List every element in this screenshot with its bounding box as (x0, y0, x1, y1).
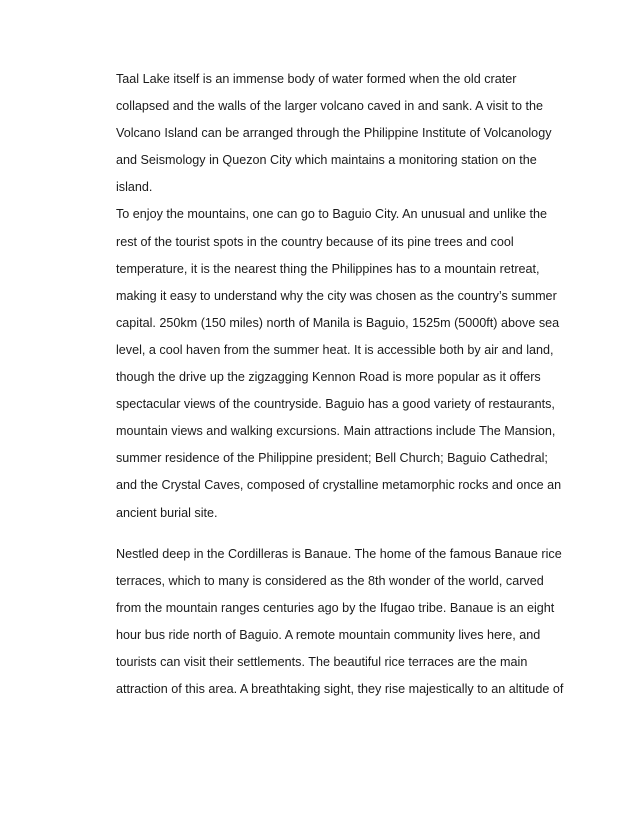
text-line: Nestled deep in the Cordilleras is Banaue. The home of the famous Banaue rice (116, 546, 562, 561)
text-line: making it easy to understand why the city was chosen as the country’s summer (116, 288, 557, 303)
text-line: and Seismology in Quezon City which maintains a monitoring station on the (116, 153, 537, 168)
body-text (116, 66, 566, 703)
text-line: level, a cool haven from the summer heat. It is accessible both by air and land, (116, 342, 554, 357)
paragraph-spacer (116, 527, 566, 541)
text-line: island. (116, 180, 153, 195)
text-line: terraces, which to many is considered as the 8th wonder of the world, carved (116, 573, 544, 588)
text-line: To enjoy the mountains, one can go to Baguio City. An unusual and unlike the (116, 207, 548, 222)
text-line: hour bus ride north of Baguio. A remote mountain community lives here, and (116, 627, 541, 642)
text-line: attraction of this area. A breathtaking sight, they rise majestically to an altitude of (116, 682, 564, 697)
text-line: tourists can visit their settlements. The beautiful rice terraces are the main (116, 654, 528, 669)
text-line: spectacular views of the countryside. Baguio has a good variety of restaurants, (116, 397, 555, 412)
text-line: Volcano Island can be arranged through the Philippine Institute of Volcanology (116, 126, 552, 141)
text-line: capital. 250km (150 miles) north of Manila is Baguio, 1525m (5000ft) above sea (116, 315, 560, 330)
paragraph-banaue (116, 541, 566, 704)
paragraph-baguio (116, 201, 566, 526)
text-line: rest of the tourist spots in the country because of its pine trees and cool (116, 234, 514, 249)
text-line: and the Crystal Caves, composed of crystalline metamorphic rocks and once an (116, 478, 562, 493)
text-line: ancient burial site. (116, 505, 218, 520)
paragraph-taal-lake (116, 66, 566, 201)
text-line: temperature, it is the nearest thing the Philippines has to a mountain retreat, (116, 261, 540, 276)
text-line: Taal Lake itself is an immense body of water formed when the old crater (116, 72, 517, 86)
text-line: collapsed and the walls of the larger volcano caved in and sank. A visit to the (116, 99, 544, 114)
text-line: from the mountain ranges centuries ago by the Ifugao tribe. Banaue is an eight (116, 600, 555, 615)
text-line: mountain views and walking excursions. Main attractions include The Mansion, (116, 424, 556, 439)
text-line: though the drive up the zigzagging Kennon Road is more popular as it offers (116, 370, 541, 385)
text-line: summer residence of the Philippine president; Bell Church; Baguio Cathedral; (116, 451, 548, 466)
